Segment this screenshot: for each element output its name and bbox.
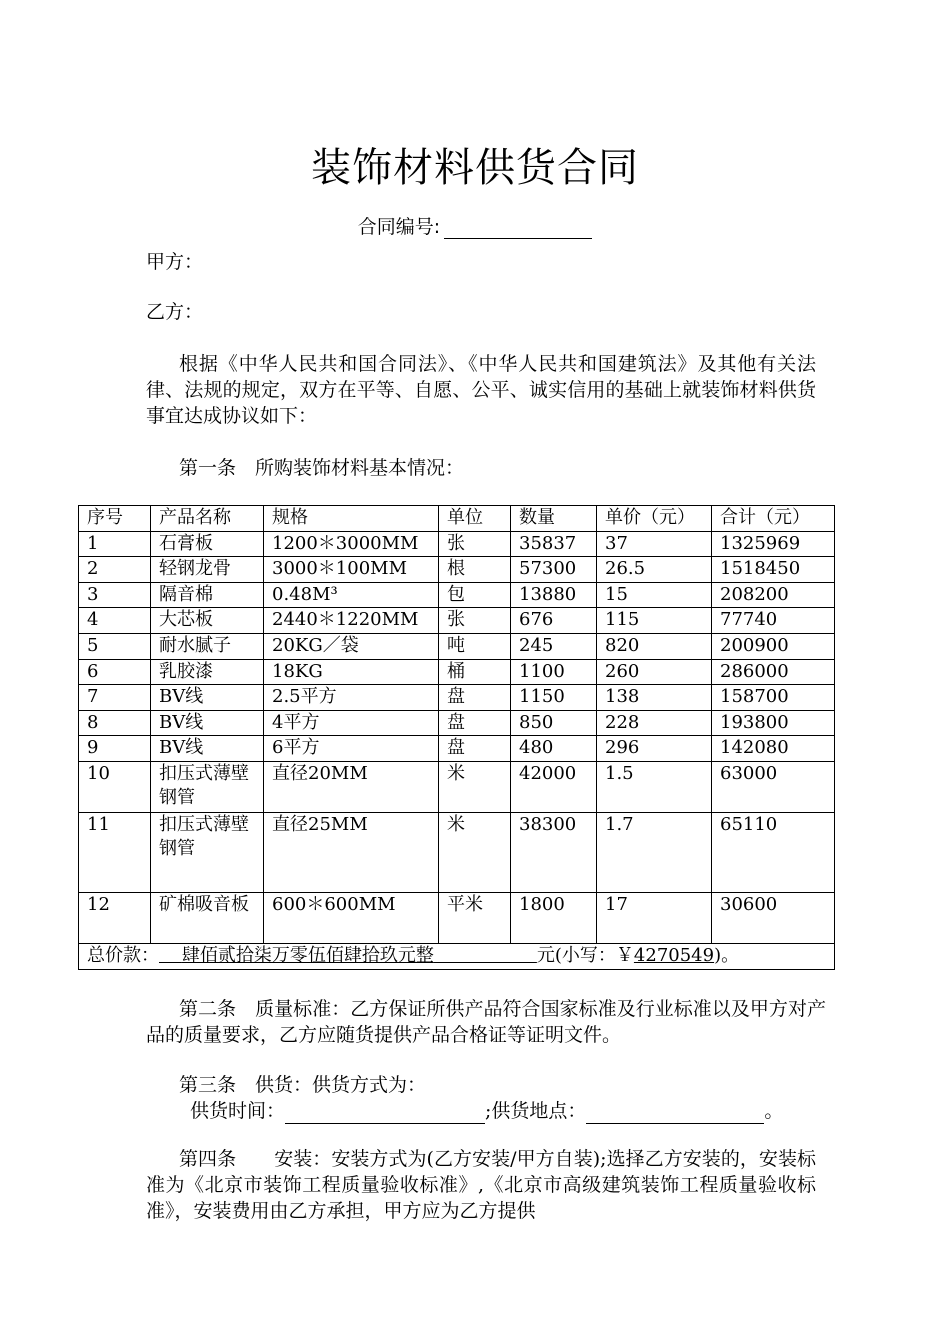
table-cell: 1100 — [511, 659, 597, 685]
table-cell: 2440＊1220MM — [264, 608, 439, 634]
table-cell: 6平方 — [264, 736, 439, 762]
table-cell: 1 — [79, 531, 151, 557]
table-row — [79, 685, 835, 711]
table-cell: 乳胶漆 — [151, 659, 264, 685]
table-cell: 8 — [79, 710, 151, 736]
party-b-label: 乙方： — [146, 301, 204, 323]
table-cell: 18KG — [264, 659, 439, 685]
table-cell: 1.7 — [597, 812, 712, 892]
document-title: 装饰材料供货合同 — [311, 145, 639, 191]
table-cell: 17 — [597, 892, 712, 943]
table-cell: 盘 — [439, 710, 511, 736]
table-row — [79, 736, 835, 762]
table-cell: 2.5平方 — [264, 685, 439, 711]
header-cell: 规格 — [264, 506, 439, 532]
table-row — [79, 531, 835, 557]
table-cell: 228 — [597, 710, 712, 736]
table-cell: 耐水腻子 — [151, 633, 264, 659]
table-cell: 张 — [439, 608, 511, 634]
delivery-place-label: ;供货地点： — [485, 1100, 587, 1122]
table-cell: 盘 — [439, 736, 511, 762]
materials-table — [78, 505, 835, 970]
table-cell: 平米 — [439, 892, 511, 943]
table-row — [79, 892, 835, 943]
table-cell: BV线 — [151, 710, 264, 736]
table-cell: 26.5 — [597, 557, 712, 583]
total-price-label: 总价款： — [87, 944, 159, 966]
table-cell: 57300 — [511, 557, 597, 583]
table-row — [79, 633, 835, 659]
table-cell: 37 — [597, 531, 712, 557]
table-cell: 7 — [79, 685, 151, 711]
table-cell: 包 — [439, 582, 511, 608]
table-cell: 20KG／袋 — [264, 633, 439, 659]
table-cell: 850 — [511, 710, 597, 736]
table-cell: 1800 — [511, 892, 597, 943]
header-cell: 序号 — [79, 506, 151, 532]
table-cell: 15 — [597, 582, 712, 608]
table-row — [79, 710, 835, 736]
table-cell: 296 — [597, 736, 712, 762]
delivery-line-end: 。 — [764, 1100, 784, 1122]
table-cell: 200900 — [712, 633, 835, 659]
contract-number-label: 合同编号: — [357, 216, 441, 238]
table-cell: 158700 — [712, 685, 835, 711]
table-cell: 石膏板 — [151, 531, 264, 557]
table-cell: 3 — [79, 582, 151, 608]
table-row — [79, 659, 835, 685]
header-cell: 产品名称 — [151, 506, 264, 532]
table-row — [79, 557, 835, 583]
table-cell: 大芯板 — [151, 608, 264, 634]
table-cell: 2 — [79, 557, 151, 583]
table-cell: 张 — [439, 531, 511, 557]
header-cell: 单位 — [439, 506, 511, 532]
delivery-time-label: 供货时间： — [190, 1100, 286, 1122]
contract-number-blank[interactable] — [444, 218, 592, 239]
delivery-place-blank[interactable] — [586, 1103, 764, 1124]
table-cell: 4平方 — [264, 710, 439, 736]
delivery-time-blank[interactable] — [285, 1103, 485, 1124]
table-cell: 30600 — [712, 892, 835, 943]
table-cell: BV线 — [151, 685, 264, 711]
table-cell: 盘 — [439, 685, 511, 711]
table-cell: 扣压式薄壁钢管 — [151, 812, 264, 892]
article-4-paragraph: 第四条 安装：安装方式为(乙方安装/甲方自装);选择乙方安装的，安装标准为《北京市装饰工程质量验收标准》,《北京市高级建筑装饰工程质量验收标准》，安装费用由乙方承担，甲方应为乙方提供 — [146, 1148, 816, 1222]
table-total-row — [79, 943, 835, 969]
table-cell: 600＊600MM — [264, 892, 439, 943]
table-cell: 42000 — [511, 761, 597, 812]
table-cell: 根 — [439, 557, 511, 583]
table-cell: 115 — [597, 608, 712, 634]
table-cell: 9 — [79, 736, 151, 762]
article-3-heading: 第三条 供货：供货方式为： — [179, 1074, 427, 1096]
header-cell: 数量 — [511, 506, 597, 532]
table-cell: 轻钢龙骨 — [151, 557, 264, 583]
contract-number-line — [0, 212, 950, 239]
party-a-label: 甲方： — [146, 251, 204, 273]
table-cell: 77740 — [712, 608, 835, 634]
total-price-number: 4270549 — [633, 944, 715, 966]
table-cell: 208200 — [712, 582, 835, 608]
table-cell: 138 — [597, 685, 712, 711]
table-cell: 10 — [79, 761, 151, 812]
table-row — [79, 812, 835, 892]
table-row — [79, 582, 835, 608]
table-cell: 11 — [79, 812, 151, 892]
table-cell: 63000 — [712, 761, 835, 812]
article-2-paragraph: 第二条 质量标准：乙方保证所供产品符合国家标准及行业标准以及甲方对产品的质量要求，乙方应随货提供产品合格证等证明文件。 — [146, 998, 826, 1046]
total-price-cell — [79, 943, 835, 969]
preamble-paragraph: 根据《中华人民共和国合同法》、《中华人民共和国建筑法》及其他有关法律、法规的规定，双方在平等、自愿、公平、诚实信用的基础上就装饰材料供货事宜达成协议如下： — [146, 353, 816, 427]
total-price-words: 肆佰贰拾柒万零伍佰肆拾玖元整 — [181, 944, 434, 966]
table-cell: 1150 — [511, 685, 597, 711]
table-cell: 1.5 — [597, 761, 712, 812]
article-3-delivery-line — [190, 1098, 783, 1124]
total-price-end: )。 — [714, 944, 740, 966]
table-cell: 吨 — [439, 633, 511, 659]
table-cell: 扣压式薄壁钢管 — [151, 761, 264, 812]
table-cell: 1200＊3000MM — [264, 531, 439, 557]
table-cell: 12 — [79, 892, 151, 943]
table-cell: 65110 — [712, 812, 835, 892]
table-cell: 1518450 — [712, 557, 835, 583]
table-row — [79, 608, 835, 634]
table-row — [79, 761, 835, 812]
table-cell: 矿棉吸音板 — [151, 892, 264, 943]
table-header-row — [79, 506, 835, 532]
table-cell: 820 — [597, 633, 712, 659]
table-cell: 13880 — [511, 582, 597, 608]
table-cell: 3000＊100MM — [264, 557, 439, 583]
table-cell: 245 — [511, 633, 597, 659]
table-cell: 5 — [79, 633, 151, 659]
table-cell: 1325969 — [712, 531, 835, 557]
table-cell: 直径25MM — [264, 812, 439, 892]
table-cell: 480 — [511, 736, 597, 762]
table-cell: 676 — [511, 608, 597, 634]
table-cell: 4 — [79, 608, 151, 634]
table-cell: BV线 — [151, 736, 264, 762]
table-cell: 桶 — [439, 659, 511, 685]
table-cell: 142080 — [712, 736, 835, 762]
article-1-heading: 第一条 所购装饰材料基本情况： — [179, 457, 465, 479]
table-cell: 6 — [79, 659, 151, 685]
table-cell: 35837 — [511, 531, 597, 557]
table-cell: 193800 — [712, 710, 835, 736]
table-cell: 0.48M³ — [264, 582, 439, 608]
table-cell: 38300 — [511, 812, 597, 892]
table-cell: 米 — [439, 812, 511, 892]
header-cell: 合计（元） — [712, 506, 835, 532]
table-cell: 286000 — [712, 659, 835, 685]
total-price-mid: 元(小写：￥ — [536, 944, 634, 966]
table-cell: 直径20MM — [264, 761, 439, 812]
header-cell: 单价（元） — [597, 506, 712, 532]
table-cell: 米 — [439, 761, 511, 812]
table-cell: 260 — [597, 659, 712, 685]
table-cell: 隔音棉 — [151, 582, 264, 608]
